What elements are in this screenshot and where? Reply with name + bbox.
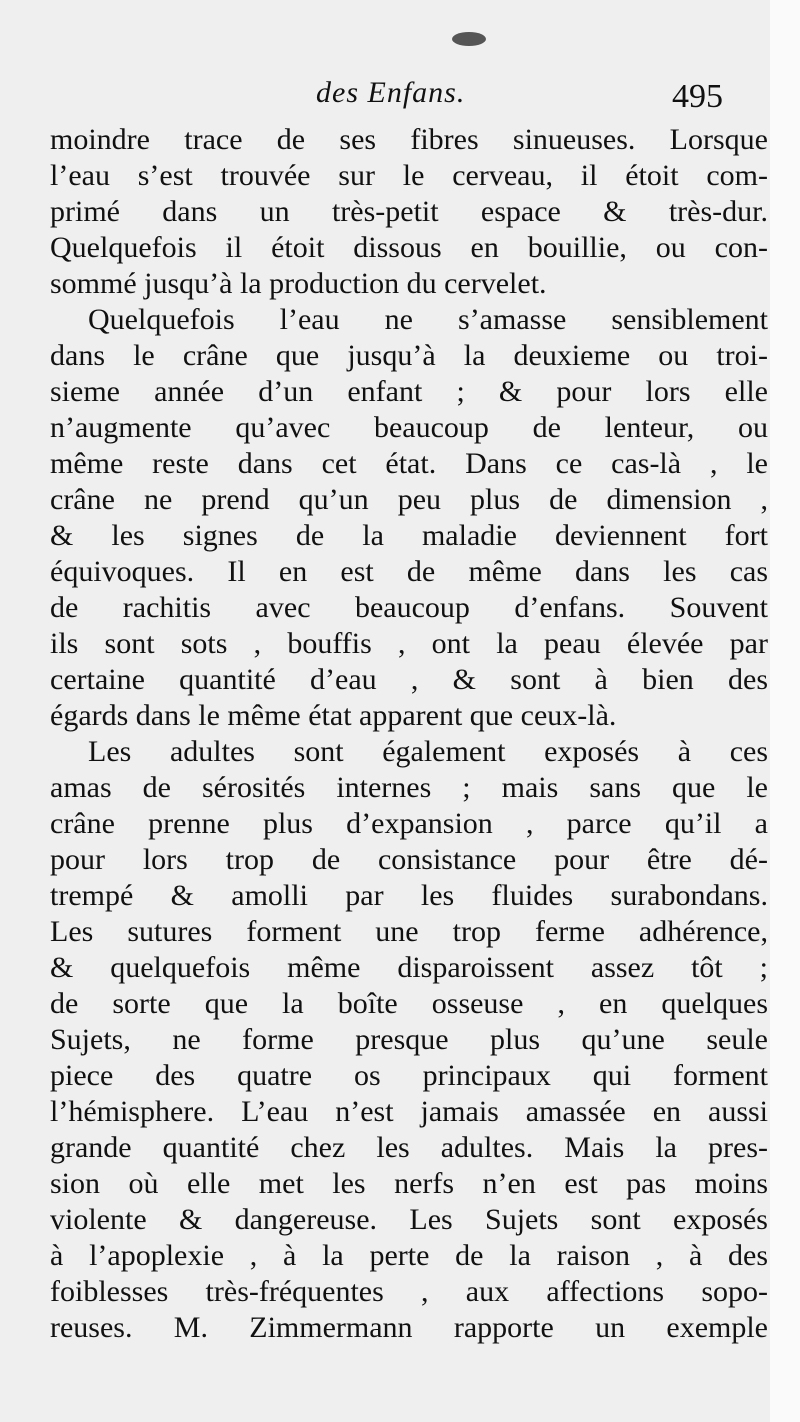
text-line: sommé jusqu’à la production du cervelet.: [50, 267, 547, 300]
text-line: grande quantité chez les adultes. Mais la pres-: [50, 1131, 768, 1164]
text-line: certaine quantité d’eau , & sont à bien des: [50, 663, 768, 696]
text-line: foiblesses très-fréquentes , aux affections sopo-: [50, 1275, 768, 1308]
text-line: Les sutures forment une trop ferme adhérence,: [50, 915, 768, 948]
text-line: de rachitis avec beaucoup d’enfans. Souvent: [50, 591, 768, 624]
text-line: reuses. M. Zimmermann rapporte un exemple: [50, 1311, 768, 1344]
text-line: même reste dans cet état. Dans ce cas-là , le: [50, 447, 768, 480]
text-line: n’augmente qu’avec beaucoup de lenteur, ou: [50, 411, 768, 444]
text-line: crâne ne prend qu’un peu plus de dimension ,: [50, 483, 768, 516]
text-line: Quelquefois il étoit dissous en bouillie, ou con-: [50, 231, 768, 264]
text-line: Les adultes sont également exposés à ces: [88, 735, 768, 768]
text-line: pour lors trop de consistance pour être dé-: [50, 843, 768, 876]
text-line: violente & dangereuse. Les Sujets sont exposés: [50, 1203, 768, 1236]
text-line: l’eau s’est trouvée sur le cerveau, il étoit com-: [50, 159, 768, 192]
ink-smudge: [452, 32, 486, 46]
text-line: sion où elle met les nerfs n’en est pas moins: [50, 1167, 768, 1200]
text-line: de sorte que la boîte osseuse , en quelques: [50, 987, 768, 1020]
text-line: équivoques. Il en est de même dans les cas: [50, 555, 768, 588]
text-line: Sujets, ne forme presque plus qu’une seule: [50, 1023, 768, 1056]
text-line: piece des quatre os principaux qui forment: [50, 1059, 768, 1092]
text-line: égards dans le même état apparent que ceux-là.: [50, 699, 617, 732]
text-line: Quelquefois l’eau ne s’amasse sensiblement: [88, 303, 768, 336]
text-line: & les signes de la maladie deviennent fort: [50, 519, 768, 552]
text-line: primé dans un très-petit espace & très-dur.: [50, 195, 768, 228]
text-line: trempé & amolli par les fluides surabondans.: [50, 879, 768, 912]
text-line: moindre trace de ses fibres sinueuses. Lorsque: [50, 123, 768, 156]
text-line: à l’apoplexie , à la perte de la raison , à des: [50, 1239, 768, 1272]
text-line: l’hémisphere. L’eau n’est jamais amassée en aussi: [50, 1095, 768, 1128]
text-line: crâne prenne plus d’expansion , parce qu’il a: [50, 807, 768, 840]
text-line: amas de sérosités internes ; mais sans que le: [50, 771, 768, 804]
body-text: [50, 122, 768, 1346]
running-head: des Enfans.: [316, 76, 466, 109]
text-line: sieme année d’un enfant ; & pour lors elle: [50, 375, 768, 408]
text-line: dans le crâne que jusqu’à la deuxieme ou troi-: [50, 339, 768, 372]
page-number: 495: [672, 78, 723, 115]
page-header: [0, 68, 800, 118]
text-line: & quelquefois même disparoissent assez tôt ;: [50, 951, 768, 984]
text-line: ils sont sots , bouffis , ont la peau élevée par: [50, 627, 768, 660]
